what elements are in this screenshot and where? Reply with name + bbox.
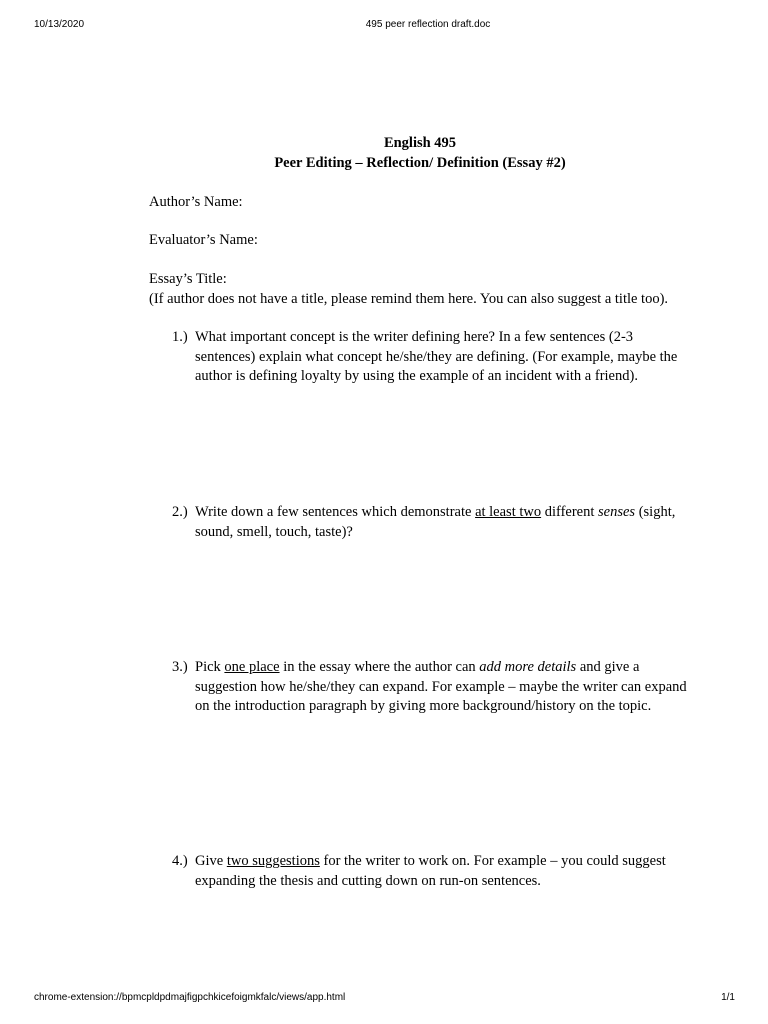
emphasis-underline: at least two: [475, 504, 542, 520]
assignment-title: Peer Editing – Reflection/ Definition (Essay #2): [274, 154, 566, 171]
question-text-part: different: [541, 504, 599, 520]
print-footer: [0, 992, 768, 1006]
question-1: [172, 328, 692, 387]
question-text-part: for the writer to work on. For example – you could suggest expanding the thesis and cutting down on run-on sentences.: [195, 853, 666, 889]
question-number: 1.): [172, 329, 188, 345]
question-3: [172, 658, 692, 717]
document-body: [149, 134, 709, 889]
evaluator-name-label: Evaluator’s Name:: [149, 232, 258, 248]
essay-title-field: [149, 270, 709, 309]
essay-title-note: (If author does not have a title, please remind them here. You can also suggest a title too).: [149, 290, 669, 307]
print-page-number: 1/1: [721, 992, 735, 1003]
essay-title-label: Essay’s Title:: [149, 271, 227, 287]
question-text: [195, 658, 692, 717]
question-4: [172, 852, 692, 891]
course-title: English 495: [383, 135, 457, 151]
question-text: [195, 503, 692, 542]
question-text-part: Write down a few sentences which demonstrate: [195, 504, 476, 520]
emphasis-underline: one place: [224, 659, 280, 675]
question-number: 3.): [172, 659, 188, 675]
emphasis-underline: two suggestions: [226, 853, 320, 869]
emphasis-italic: add more details: [479, 659, 577, 675]
question-text: [195, 852, 692, 891]
print-filename: 495 peer reflection draft.doc: [365, 19, 491, 30]
author-name-label: Author’s Name:: [149, 194, 243, 210]
question-text: What important concept is the writer defining here? In a few sentences (2-3 sentences) explain what concept he/she/they are defining. (For example, maybe the author is defining loyalty by using the example of an incident with a friend).: [195, 329, 678, 384]
emphasis-italic: senses: [598, 504, 636, 520]
question-text-part: Give: [195, 853, 227, 869]
question-number: 2.): [172, 504, 188, 520]
print-date: 10/13/2020: [34, 19, 85, 30]
question-number: 4.): [172, 853, 188, 869]
question-text-part: in the essay where the author can: [279, 659, 480, 675]
print-header: [0, 19, 768, 33]
question-2: [172, 503, 692, 542]
question-text-part: (sight, sound, smell, touch, taste)?: [195, 504, 676, 540]
question-text-part: and give a suggestion how he/she/they can expand. For example – maybe the writer can expand on the introduction paragraph by giving more background/history on the topic.: [195, 659, 687, 714]
document-heading: [149, 134, 691, 173]
print-url: chrome-extension://bpmcpldpdmajfigpchkicefoigmkfalc/views/app.html: [34, 992, 346, 1003]
question-text-part: Pick: [195, 659, 225, 675]
